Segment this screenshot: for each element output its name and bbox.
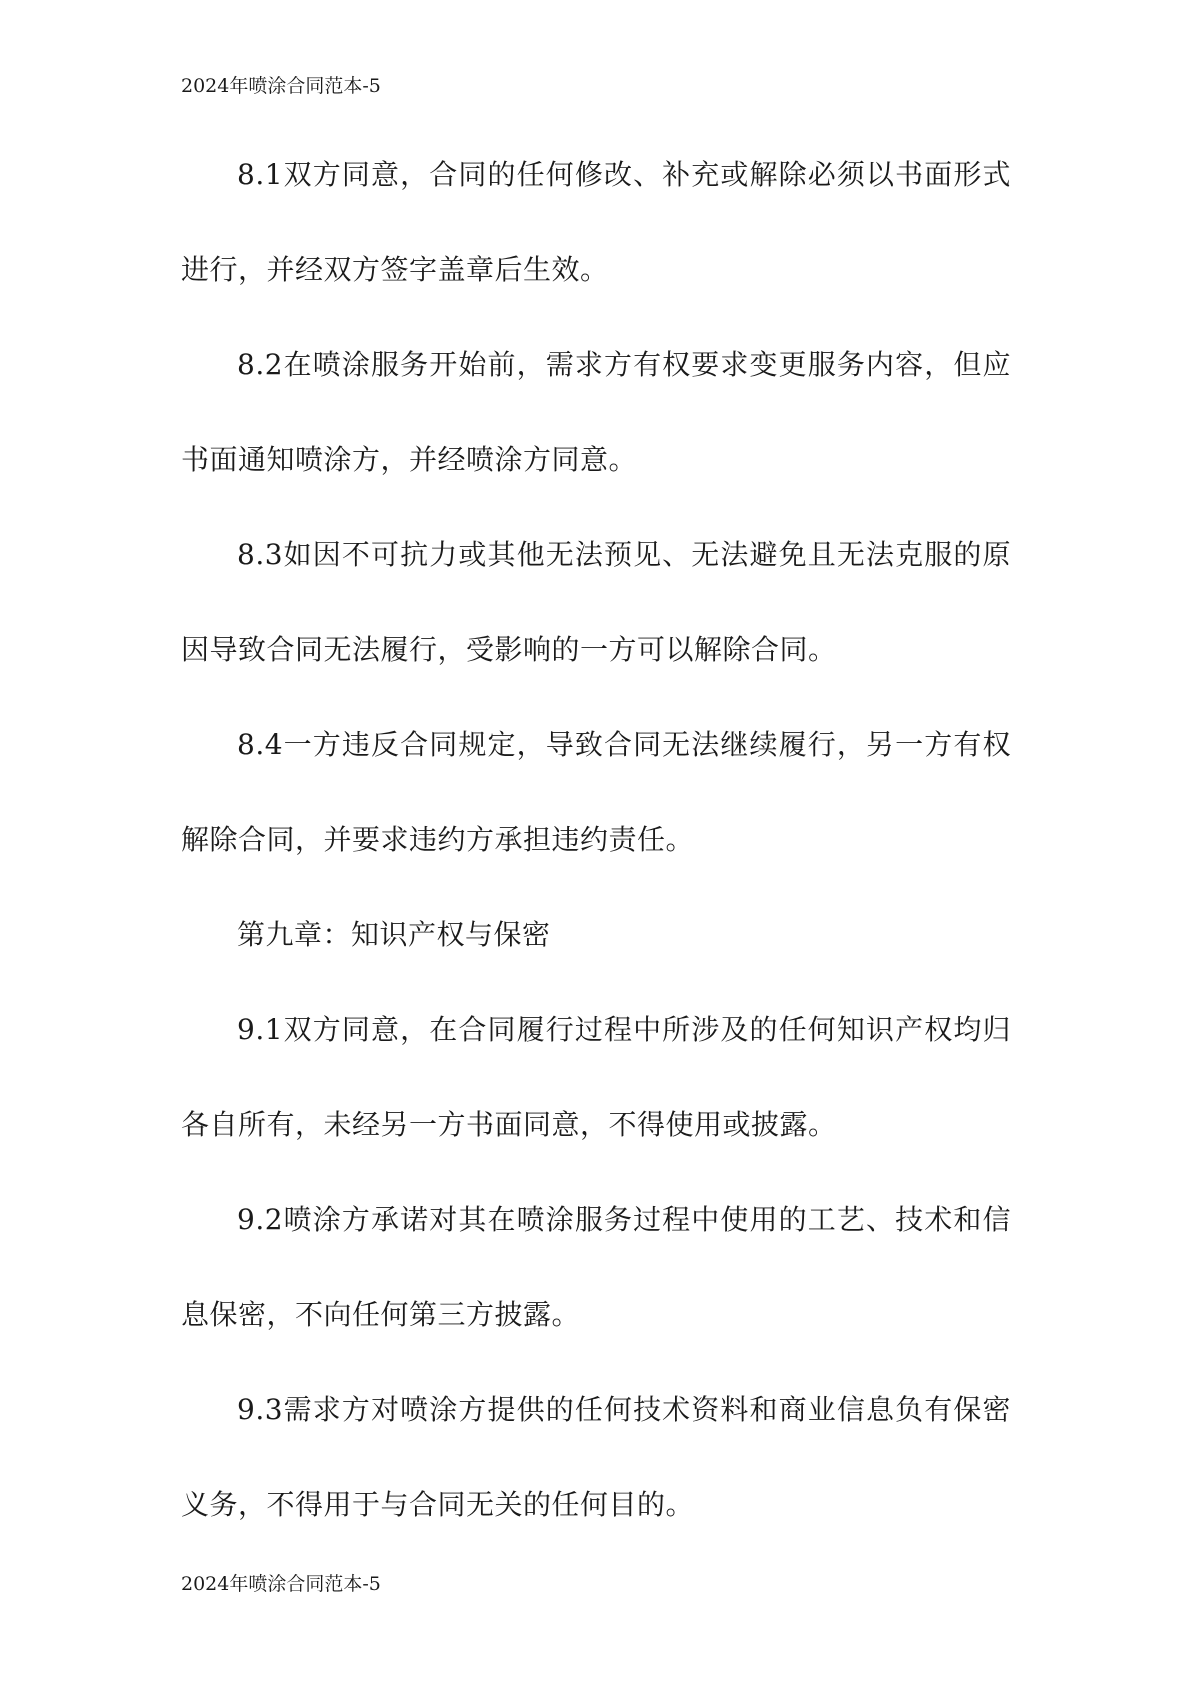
clause-9-1: 9.1双方同意，在合同履行过程中所涉及的任何知识产权均归各自所有，未经另一方书面同意，不得使用或披露。 bbox=[181, 1013, 1011, 1141]
clause-8-4: 8.4一方违反合同规定，导致合同无法继续履行，另一方有权解除合同，并要求违约方承担违约责任。 bbox=[181, 728, 1011, 856]
clause-9-3: 9.3需求方对喷涂方提供的任何技术资料和商业信息负有保密义务，不得用于与合同无关的任何目的。 bbox=[181, 1393, 1011, 1521]
document-body bbox=[181, 127, 1011, 1552]
page-footer: 2024年喷涂合同范本-5 bbox=[181, 1573, 381, 1595]
page-header: 2024年喷涂合同范本-5 bbox=[181, 75, 381, 97]
clause-9-2: 9.2喷涂方承诺对其在喷涂服务过程中使用的工艺、技术和信息保密，不向任何第三方披露。 bbox=[181, 1203, 1011, 1331]
clause-8-1: 8.1双方同意，合同的任何修改、补充或解除必须以书面形式进行，并经双方签字盖章后生效。 bbox=[181, 158, 1011, 286]
clause-8-3: 8.3如因不可抗力或其他无法预见、无法避免且无法克服的原因导致合同无法履行，受影响的一方可以解除合同。 bbox=[181, 538, 1011, 666]
clause-8-2: 8.2在喷涂服务开始前，需求方有权要求变更服务内容，但应书面通知喷涂方，并经喷涂方同意。 bbox=[181, 348, 1011, 476]
chapter-heading: 第九章：知识产权与保密 bbox=[237, 918, 551, 951]
